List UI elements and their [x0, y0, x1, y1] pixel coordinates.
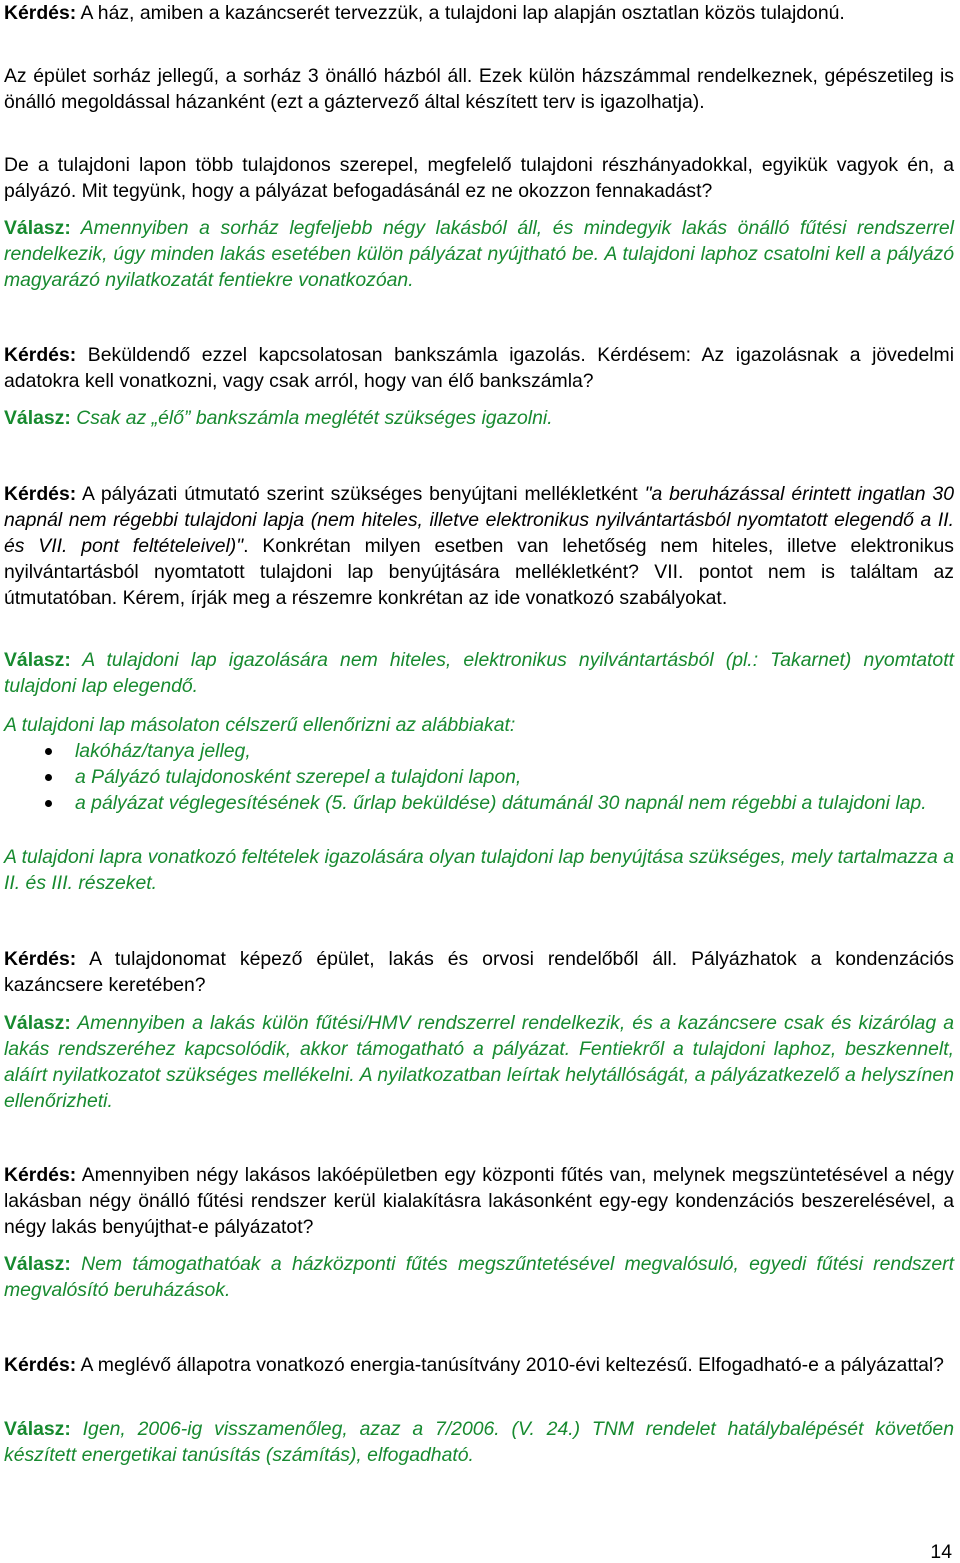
question-text: A meglévő állapotra vonatkozó energia-tanúsítvány 2010-évi keltezésű. Elfogadható-e a pályázattal?	[76, 1354, 944, 1376]
list-item	[4, 738, 954, 764]
question-2	[4, 342, 954, 394]
answer-label: Válasz:	[4, 1418, 71, 1440]
answer-3-bullet-list	[4, 738, 954, 816]
answer-3-paragraph-3: A tulajdoni lapra vonatkozó feltételek igazolására olyan tulajdoni lap benyújtása szükséges, mely tartalmazza a II. és III. részeket.	[4, 846, 954, 894]
question-label: Kérdés:	[4, 1164, 77, 1186]
question-1	[4, 0, 954, 26]
answer-text: A tulajdoni lap igazolására nem hiteles, elektronikus nyilvántartásból (pl.: Takarnet) nyomtatott tulajdoni lap elegendő.	[4, 649, 954, 697]
bullet-icon	[45, 748, 52, 755]
answer-text: Csak az „élő” bankszámla meglétét szükséges igazolni.	[70, 407, 553, 429]
question-text: A tulajdonomat képező épület, lakás és orvosi rendelőből áll. Pályázhatok a kondenzációs kazáncsere keretében?	[4, 948, 954, 996]
question-6	[4, 1352, 954, 1378]
question-label: Kérdés:	[4, 344, 77, 366]
answer-3	[4, 647, 954, 699]
answer-2	[4, 405, 954, 431]
question-text: Amennyiben négy lakásos lakóépületben egy központi fűtés van, melynek megszüntetésével a négy lakásban négy önálló fűtési rendszer kerül kialakításra lakásonként egy-egy kondenzációs beszerelésével, a négy lakás benyújthat-e pályázatot?	[4, 1164, 954, 1238]
question-text: Beküldendő ezzel kapcsolatosan bankszámla igazolás. Kérdésem: Az igazolásnak a jövedelmi adatokra kell vonatkozni, vagy csak arról, hogy van élő bankszámla?	[4, 344, 954, 392]
list-item-text: a Pályázó tulajdonosként szerepel a tulajdoni lapon,	[75, 766, 522, 788]
list-item	[4, 764, 954, 790]
question-1-paragraph-3: De a tulajdoni lapon több tulajdonos szerepel, megfelelő tulajdoni részhányadokkal, egyikük vagyok én, a pályázó. Mit tegyünk, hogy a pályázat befogadásánál ez ne okozzon fennakadást?	[4, 154, 954, 202]
answer-4	[4, 1010, 954, 1114]
answer-1	[4, 215, 954, 293]
answer-text: Igen, 2006-ig visszamenőleg, azaz a 7/2006. (V. 24.) TNM rendelet hatálybalépését követően készített energetikai tanúsítás (számítás), elfogadható.	[4, 1418, 954, 1466]
answer-label: Válasz:	[4, 1012, 71, 1034]
question-label: Kérdés:	[4, 483, 77, 505]
question-text-continued: . Konkrétan milyen esetben van lehetőség nem hiteles, illetve elektronikus nyilvántartásból nyomtatott tulajdoni lap benyújtására mellékletként? VII. pontot nem is találtam az útmutatóban. Kérem, írják meg a részemre konkrétan az ide vonatkozó szabályokat.	[4, 535, 954, 609]
answer-label: Válasz:	[4, 1253, 71, 1275]
answer-label: Válasz:	[4, 217, 71, 239]
bullet-icon	[45, 774, 52, 781]
list-item-text: lakóház/tanya jelleg,	[75, 740, 251, 762]
question-1-paragraph-2: Az épület sorház jellegű, a sorház 3 önálló házból áll. Ezek külön házszámmal rendelkeznek, gépészetileg is önálló megoldással házanként (ezt a gáztervező által készített terv is igazolhatja).	[4, 65, 954, 113]
answer-text: Amennyiben a sorház legfeljebb négy lakásból áll, és mindegyik lakás önálló fűtési rendszerrel rendelkezik, úgy minden lakás esetében külön pályázat nyújtható be. A tulajdoni laphoz csatolni kell a pályázó magyarázó nyilatkozatát fentiekre vonatkozóan.	[4, 217, 954, 291]
question-text: A ház, amiben a kazáncserét tervezzük, a tulajdoni lap alapján osztatlan közös tulajdonú.	[76, 2, 845, 24]
answer-6	[4, 1416, 954, 1468]
question-4	[4, 946, 954, 998]
list-item-text: a pályázat véglegesítésének (5. űrlap beküldése) dátumánál 30 napnál nem régebbi a tulajdoni lap.	[75, 792, 927, 814]
answer-3-paragraph-2: A tulajdoni lap másolaton célszerű ellenőrizni az alábbiakat:	[4, 714, 516, 736]
question-3	[4, 481, 954, 611]
question-label: Kérdés:	[4, 1354, 77, 1376]
question-quote: "a beruházással érintett ingatlan 30 napnál nem régebbi tulajdoni lapja (nem hiteles, illetve elektronikus nyilvántartásból nyomtatott elegendő a II. és VII. pont feltételeivel)"	[4, 483, 954, 557]
question-text: A pályázati útmutató szerint szükséges benyújtani mellékletként	[76, 483, 645, 505]
answer-text: Nem támogathatóak a házközponti fűtés megszűntetésével megvalósuló, egyedi fűtési rendszert megvalósító beruházások.	[4, 1253, 954, 1301]
question-5	[4, 1162, 954, 1240]
list-item	[4, 790, 954, 816]
answer-5	[4, 1251, 954, 1303]
question-label: Kérdés:	[4, 2, 77, 24]
answer-label: Válasz:	[4, 649, 71, 671]
answer-text: Amennyiben a lakás külön fűtési/HMV rendszerrel rendelkezik, és a kazáncsere csak és kizárólag a lakás rendszeréhez kapcsolódik, akkor támogatható a pályázat. Fentiekről a tulajdoni laphoz, beszkennelt, aláírt nyilatkozatot szükséges mellékelni. A nyilatkozatban leírtak helytállóságát, a pályázatkezelő a helyszínen ellenőrizheti.	[4, 1012, 954, 1112]
bullet-icon	[45, 800, 52, 807]
answer-label: Válasz:	[4, 407, 71, 429]
page-number: 14	[930, 1541, 952, 1563]
question-label: Kérdés:	[4, 948, 77, 970]
